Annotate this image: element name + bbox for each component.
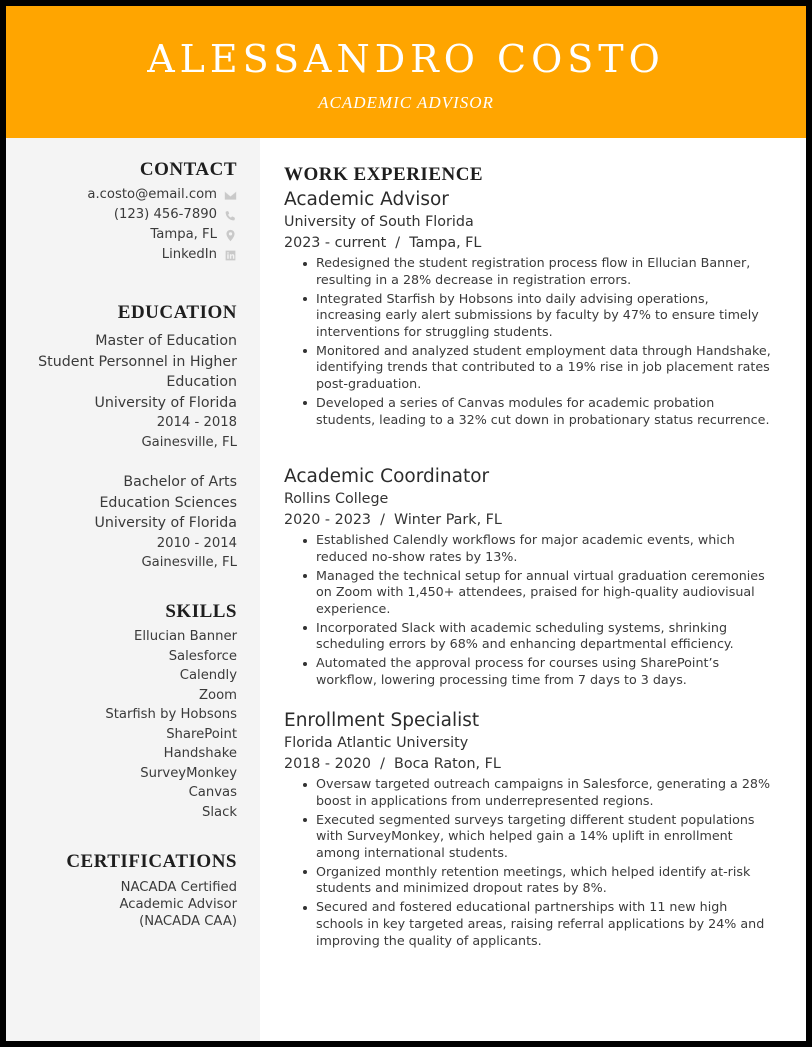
skills-section (6, 600, 237, 822)
education-heading: EDUCATION (117, 302, 237, 323)
candidate-name: ALESSANDRO COSTO (147, 37, 665, 81)
main-content (260, 138, 806, 1041)
linkedin-icon (223, 248, 237, 262)
edu-field: Education Sciences (99, 494, 237, 511)
skill-item: Calendly (179, 668, 237, 683)
map-pin-icon (223, 228, 237, 242)
job-bullet: Oversaw targeted outreach campaigns in Salesforce, generating a 28% boost in applications from underrepresented regions. (284, 776, 776, 809)
edu-degree: Bachelor of Arts (123, 474, 237, 490)
skill-item: Ellucian Banner (134, 629, 237, 644)
certifications-heading: CERTIFICATIONS (66, 851, 237, 872)
education-entry (6, 472, 237, 573)
job-title: Enrollment Specialist (284, 710, 480, 731)
phone-icon (223, 208, 237, 222)
edu-school: University of Florida (94, 394, 237, 411)
job-bullet: Redesigned the student registration process flow in Ellucian Banner, resulting in a 28% decrease in registration errors. (284, 255, 776, 288)
skill-item: Starfish by Hobsons (105, 707, 237, 722)
job-bullet: Secured and fostered educational partnerships with 11 new high schools in key targeted areas, raising referral applications by 24% and improving the quality of applicants. (284, 899, 776, 949)
contact-email[interactable] (6, 185, 237, 205)
job-bullet: Integrated Starfish by Hobsons into daily advising operations, increasing early alert submissions by faculty by 47% to ensure timely interventions for struggling students. (284, 291, 776, 341)
candidate-title: ACADEMIC ADVISOR (318, 93, 494, 112)
contact-section (6, 158, 237, 265)
education-section (6, 301, 237, 573)
contact-phone[interactable] (6, 205, 237, 225)
sidebar (6, 138, 260, 1041)
edu-years: 2014 - 2018 (156, 415, 237, 430)
job-bullet: Established Calendly workflows for major academic events, which reduced no-show rates by 13%. (284, 532, 776, 565)
contact-location-text: Tampa, FL (150, 227, 217, 243)
job-bullets (284, 776, 776, 949)
contact-linkedin-text: LinkedIn (161, 247, 217, 263)
job-bullet: Automated the approval process for courses using SharePoint’s workflow, lowering processing time from 7 days to 3 days. (284, 655, 776, 688)
education-entry (6, 331, 237, 452)
edu-field: Student Personnel in Higher Education (38, 353, 237, 390)
skills-heading: SKILLS (165, 601, 237, 622)
certifications-section (6, 850, 237, 930)
edu-location: Gainesville, FL (141, 555, 237, 570)
job-bullet: Organized monthly retention meetings, which helped identify at-risk students and minimized dropout rates by 8%. (284, 864, 776, 897)
envelope-icon (223, 188, 237, 202)
job-bullet: Managed the technical setup for annual virtual graduation ceremonies on Zoom with 1,450+ attendees, praised for high-quality audiovisual experience. (284, 568, 776, 618)
job-organization: Rollins College (284, 491, 389, 507)
skill-item: Canvas (188, 785, 237, 800)
skill-item: SurveyMonkey (140, 765, 237, 781)
edu-school: University of Florida (94, 515, 237, 531)
edu-years: 2010 - 2014 (156, 535, 237, 551)
certification-item: NACADA Certified Academic Advisor (NACADA CAA) (119, 880, 237, 929)
job-dates-location: 2023 - current / Tampa, FL (284, 235, 482, 251)
job-title: Academic Advisor (284, 189, 449, 210)
job-bullet: Monitored and analyzed student employment data through Handshake, identifying trends that contributed to a 19% rise in job placement rates post-graduation. (284, 343, 776, 393)
edu-location: Gainesville, FL (141, 434, 237, 450)
job-bullet: Executed segmented surveys targeting different student populations with SurveyMonkey, which helped gain a 14% uplift in enrollment among international students. (284, 812, 776, 862)
job-bullets (284, 532, 776, 689)
job-bullet: Developed a series of Canvas modules for academic probation students, leading to a 32% cut down in probationary status recurrence. (284, 395, 776, 428)
job-entry (284, 188, 776, 431)
skill-item: Slack (201, 804, 237, 820)
job-entry (284, 465, 776, 691)
skill-item: Salesforce (168, 648, 237, 664)
contact-heading: CONTACT (139, 159, 237, 180)
resume-header (6, 6, 806, 138)
work-experience-heading: WORK EXPERIENCE (284, 164, 484, 185)
job-organization: University of South Florida (284, 214, 474, 230)
resume-page (6, 6, 806, 1041)
skill-item: Handshake (163, 746, 237, 761)
skill-item: SharePoint (166, 726, 237, 742)
job-bullets (284, 255, 776, 428)
skill-item: Zoom (198, 687, 237, 703)
job-dates-location: 2018 - 2020 / Boca Raton, FL (284, 756, 501, 772)
job-entry (284, 709, 776, 952)
job-organization: Florida Atlantic University (284, 735, 469, 751)
job-bullet: Incorporated Slack with academic scheduling systems, shrinking scheduling errors by 68% and enhancing departmental efficiency. (284, 620, 776, 653)
job-title: Academic Coordinator (284, 466, 490, 487)
contact-email-text: a.costo@email.com (87, 187, 217, 203)
job-dates-location: 2020 - 2023 / Winter Park, FL (284, 512, 502, 528)
contact-linkedin[interactable] (6, 245, 237, 265)
contact-location (6, 225, 237, 245)
contact-phone-text: (123) 456-7890 (113, 207, 217, 223)
edu-degree: Master of Education (95, 333, 237, 349)
